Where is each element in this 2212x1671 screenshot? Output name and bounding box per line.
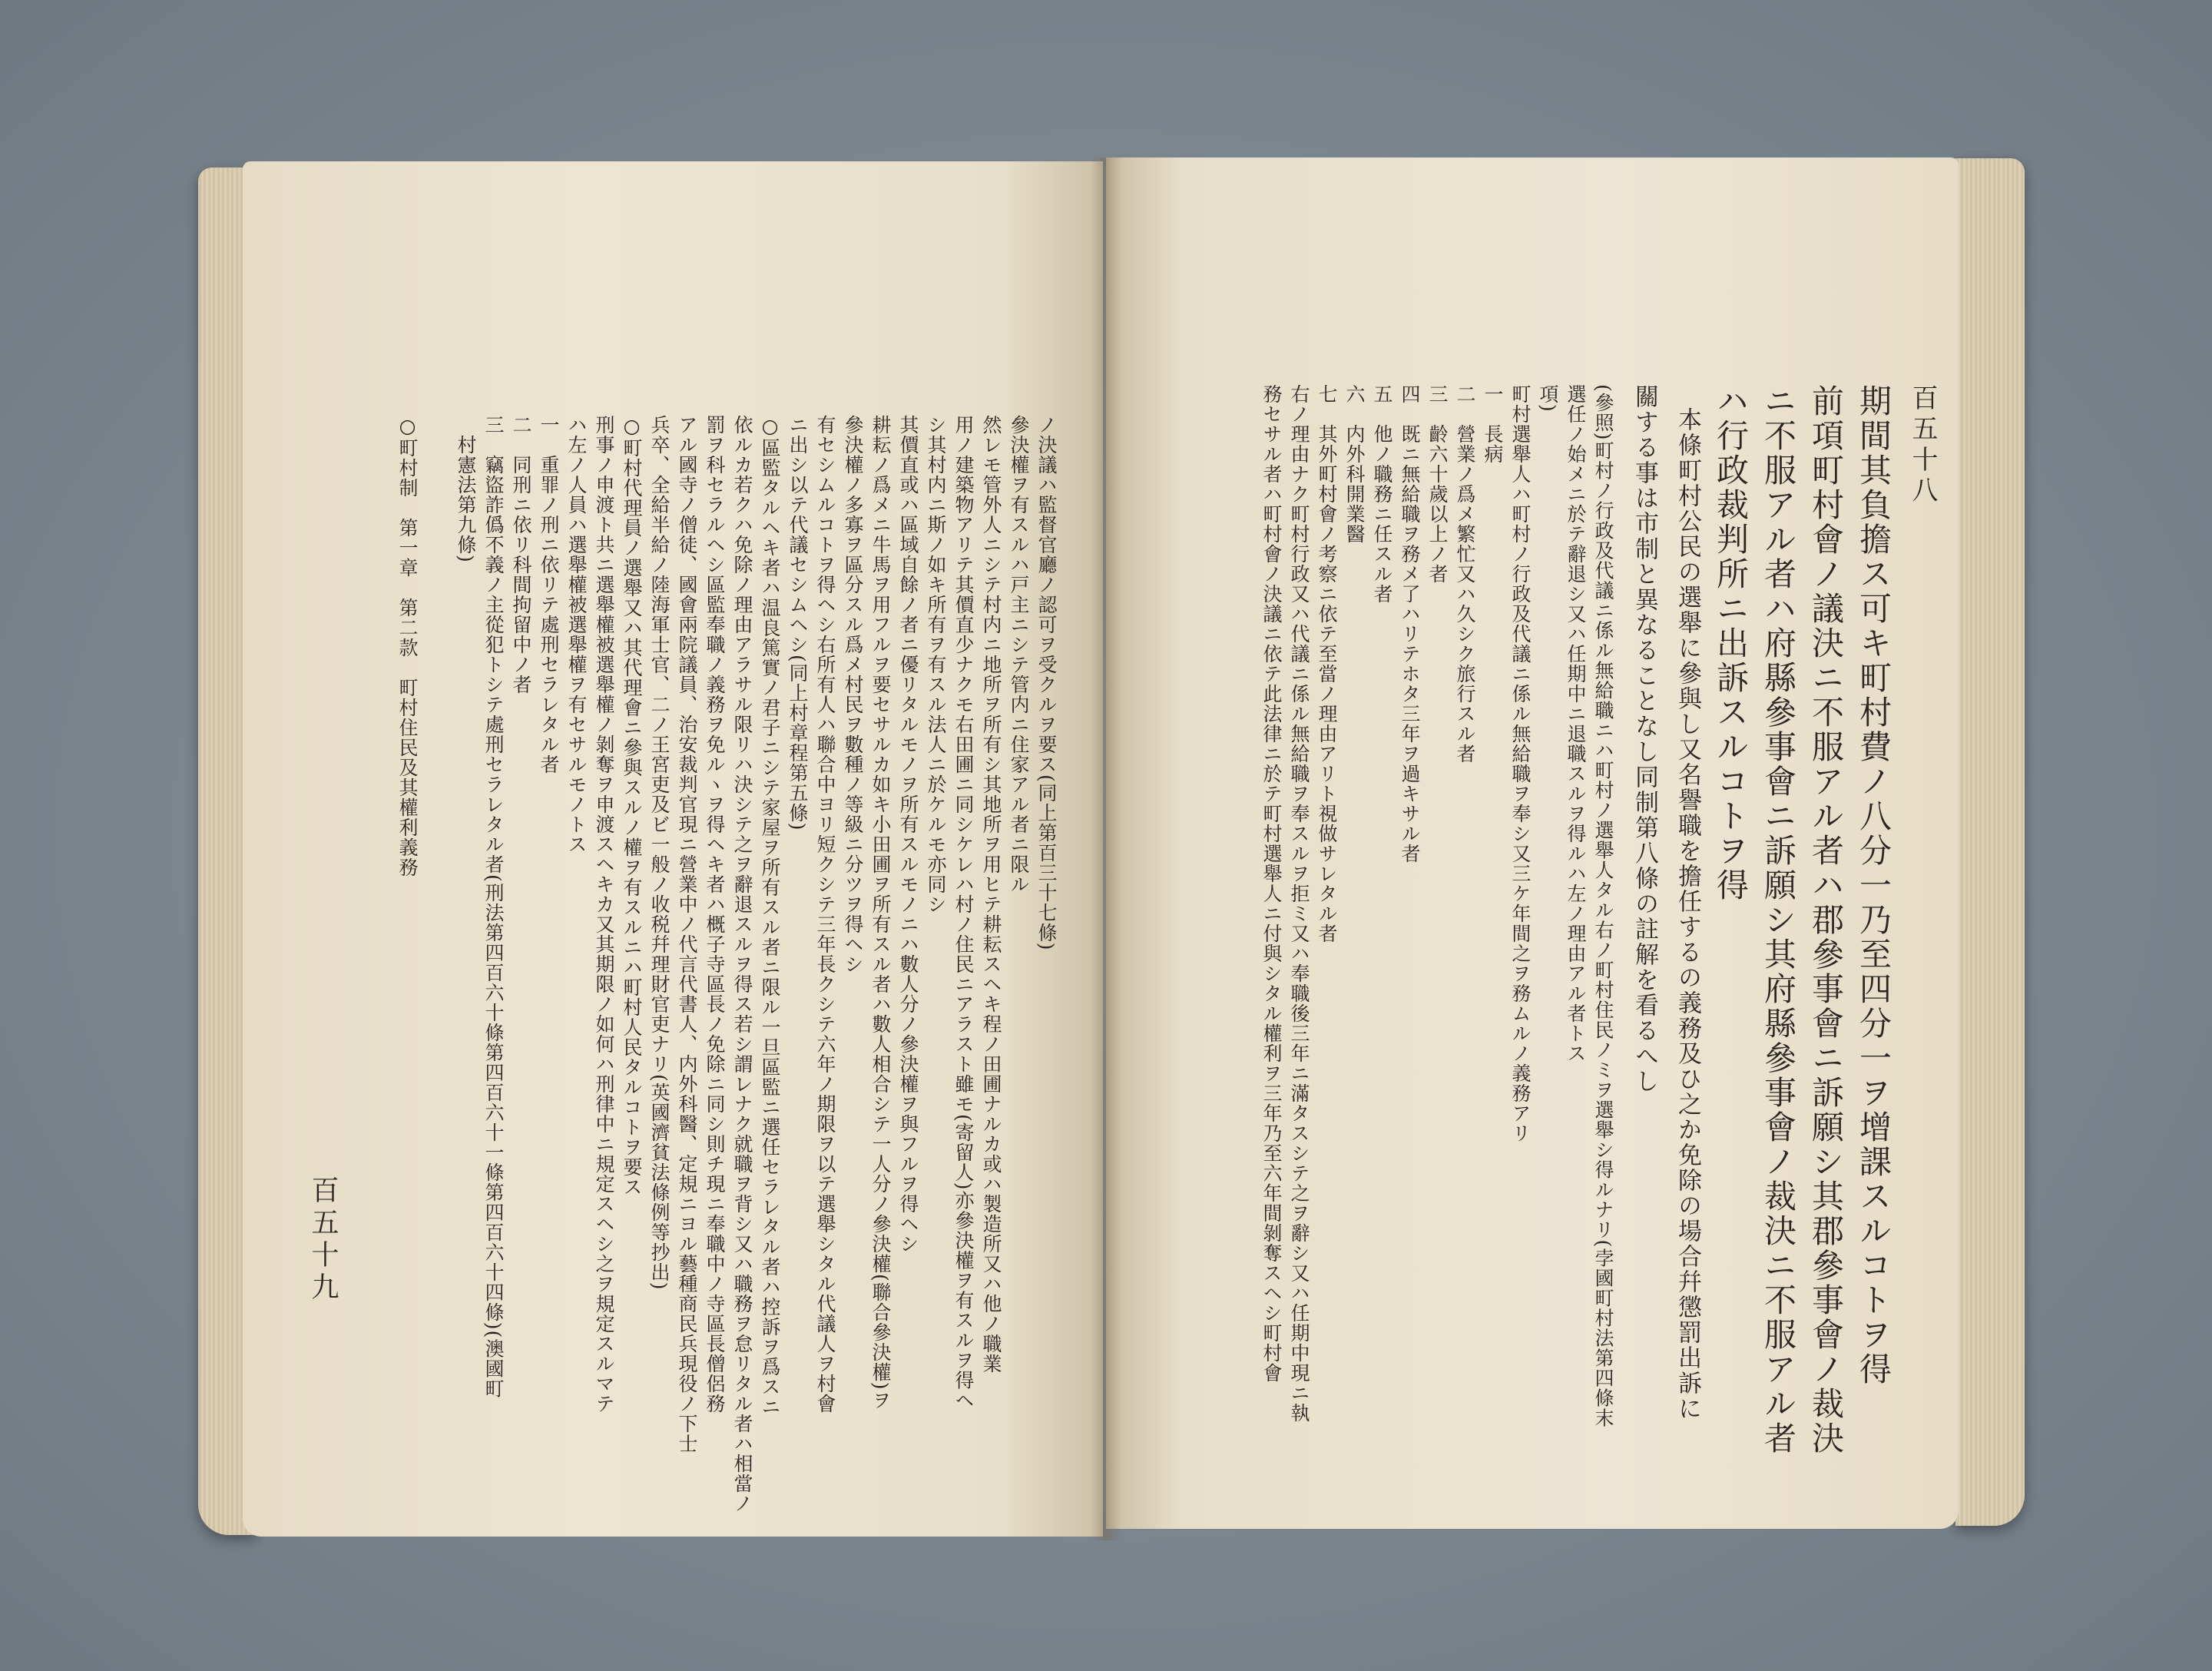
- reference-column: 七 其外町村會ノ考察ニ依テ至當ノ理由アリト視做サレタル者: [1316, 384, 1338, 943]
- reference-column: 五 他ノ職務ニ任スル者: [1371, 384, 1393, 604]
- text-column: 用ノ建築物アリテ其價直少ナクモ右田圃ニ同シケレハ村ノ住民ニアラスト雖モ(寄留人)亦參決權ヲ有スルヲ得ヘ: [952, 415, 975, 1411]
- text-column: ノ決議ハ監督官廳ノ認可ヲ受クルヲ要ス(同上第百三十七條): [1035, 415, 1058, 951]
- reference-column: 一 長病: [1482, 384, 1504, 464]
- reference-column: (參照)町村ノ行政及代議ニ係ル無給職ニハ町村ノ選舉人タル右ノ町村住民ノミヲ選舉シ得ルナリ(孛國町村法第四條末: [1592, 384, 1614, 1428]
- text-column: アル國寺ノ僧徒、國會兩院議員、治安裁判官現ニ營業中ノ代言代書人、内外科醫、定規ニヨル藝種商民兵現役ノ下士: [676, 415, 698, 1454]
- text-column: 依ルカ若クハ免除ノ理由アラサル限リハ決シテ之ヲ辭退スルヲ得ス若シ謂レナク就職ヲ背シ又ハ職務ヲ怠リタル者ハ相當ノ: [731, 415, 753, 1514]
- text-column: 二 同刑ニ依リ科間拘留中ノ者: [510, 415, 532, 695]
- text-column: ○區監タルヘキ者ハ温良篤實ノ君子ニシテ家屋ヲ所有スル者ニ限ル一旦區監ニ選任セラレタル者ハ控訴ヲ爲スニ: [759, 415, 781, 1417]
- text-column: 刑事ノ申渡ト共ニ選舉權被選舉權ノ剝奪ヲ申渡スヘキカ又其期限ノ如何ハ刑律中ニ規定スヘシ之ヲ規定スルマテ: [593, 415, 615, 1414]
- reference-column: 項): [1537, 384, 1559, 413]
- page-number-right: 百五十八: [1907, 384, 1938, 507]
- reference-column: 右ノ理由ナク町村行政又ハ代議ニ係ル無給職ヲ奉スルヲ拒ミ又ハ奉職後三年ニ滿タスシテ之ヲ辭シ又ハ任期中現ニ執: [1288, 384, 1310, 1423]
- commentary-column: 本條町村公民の選舉に參與し又名譽職を擔任するの義務及ひ之か免除の場合幷懲罰出訴に: [1674, 407, 1701, 1421]
- main-text-column: 期間其負擔ス可キ町村費ノ八分一乃至四分一ヲ增課スルコトヲ得: [1855, 384, 1892, 1387]
- text-column: 有セシムルコトヲ得ヘシ右所有人ハ聯合中ヨリ短クシテ三年長クシテ六年ノ期限ヲ以テ選舉シタル代議人ヲ村會: [814, 415, 836, 1414]
- text-column: 村憲法第九條): [455, 435, 477, 563]
- book-gutter: [1091, 157, 1121, 1540]
- reference-column: 六 内外科開業醫: [1343, 384, 1366, 544]
- text-column: 其價直或ハ區域自餘ノ者ニ優リタルモノヲ所有スルモノニハ數人分ノ參決權ヲ與フルヲ得ヘシ: [897, 415, 919, 1254]
- text-column: 一 重罪ノ刑ニ依リテ處刑セラレタル者: [538, 415, 560, 774]
- reference-column: 二 營業ノ爲メ繁忙又ハ久シク旅行スル者: [1454, 384, 1476, 764]
- main-text-column: ハ行政裁判所ニ出訴スルコトヲ得: [1712, 384, 1750, 903]
- running-head: ○町村制 第一章 第二款 町村住民及其權利義務: [396, 415, 419, 877]
- text-column: 然レモ管外人ニシテ村内ニ地所ヲ所有シ其地所ヲ用ヒテ耕耘スヘキ程ノ田圃ナルカ或ハ製造所又ハ他ノ職業: [980, 415, 1002, 1374]
- text-column: シ其村内ニ斯ノ如キ所有ヲ有スル法人ニ於ケルモ亦同シ: [925, 415, 947, 914]
- main-text-column: ニ不服アル者ハ府縣參事會ニ訴願シ其府縣參事會ノ裁決ニ不服アル者: [1760, 384, 1797, 1456]
- commentary-column: 關する事は市制と異なることなし同制第八條の註解を看るへし: [1631, 384, 1658, 1094]
- right-page-edges: [1955, 158, 2025, 1526]
- reference-column: 選任ノ始メニ於テ辭退シ又ハ任期中ニ退職スルヲ得ルハ左ノ理由アル者トス: [1565, 384, 1587, 1063]
- text-column: ○町村代理員ノ選舉又ハ其代理會ニ參與スルノ權ヲ有スルニハ町村人民タルコトヲ要ス: [621, 415, 643, 1197]
- text-column: 耕耘ノ爲メニ牛馬ヲ用フルヲ要セサルカ如キ小田圃ヲ所有スル者ハ數人相合シテ一人分ノ參決權(聯合參決權)ヲ: [869, 415, 892, 1411]
- main-text-column: 前項町村會ノ議決ニ不服アル者ハ郡參事會ニ訴願シ其郡參事會ノ裁決: [1807, 384, 1845, 1456]
- reference-column: 三 齡六十歲以上ノ者: [1426, 384, 1449, 584]
- text-column: 兵卒、全給半給ノ陸海軍士官、二ノ王宮吏及ビ一般ノ收税幷理財官吏ナリ(英國濟貧法條例等抄出): [648, 415, 671, 1291]
- text-column: 參決權ヲ有スルハ戸主ニシテ管内ニ住家アル者ニ限ル: [1008, 415, 1030, 894]
- text-column: 三 竊盜詐僞不義ノ主從犯トシテ處刑セラレタル者(刑法第四百六十條第四百六十一條第四百六十四條)(澳國町: [482, 415, 505, 1399]
- text-column: 罰ヲ科セラルヘシ區監奉職ノ義務ヲ免ルヽヲ得ヘキ者ハ概子寺區長ノ免除ニ同シ則チ現ニ奉職中ノ寺區長僧侶務: [704, 415, 726, 1414]
- text-column: ハ左ノ人員ハ選舉權被選舉權ヲ有セサルモノトス: [565, 415, 588, 854]
- left-page-text: [300, 415, 1058, 1514]
- right-page-text: [1144, 384, 1936, 1498]
- text-column: 參決權ノ多寡ヲ區分スル爲メ村民ヲ數種ノ等級ニ分ツヲ得ヘシ: [842, 415, 864, 974]
- page-number-left: 百五十九: [307, 1175, 339, 1305]
- reference-column: 町村選舉人ハ町村ノ行政及代議ニ係ル無給職ヲ奉シ又三ケ年間之ヲ務ムルノ義務アリ: [1509, 384, 1532, 1143]
- text-column: ニ出シ以テ代議セシムヘシ(同上村章程第五條): [786, 415, 809, 831]
- reference-column: 四 既ニ無給職ヲ務メ了ハリテホタ三年ヲ過キサル者: [1399, 384, 1421, 864]
- reference-column: 務セサル者ハ町村會ノ決議ニ依テ此法律ニ於テ町村選舉人ニ付與シタル權利ヲ三年乃至六年間剝奪スヘシ町村會: [1260, 384, 1283, 1383]
